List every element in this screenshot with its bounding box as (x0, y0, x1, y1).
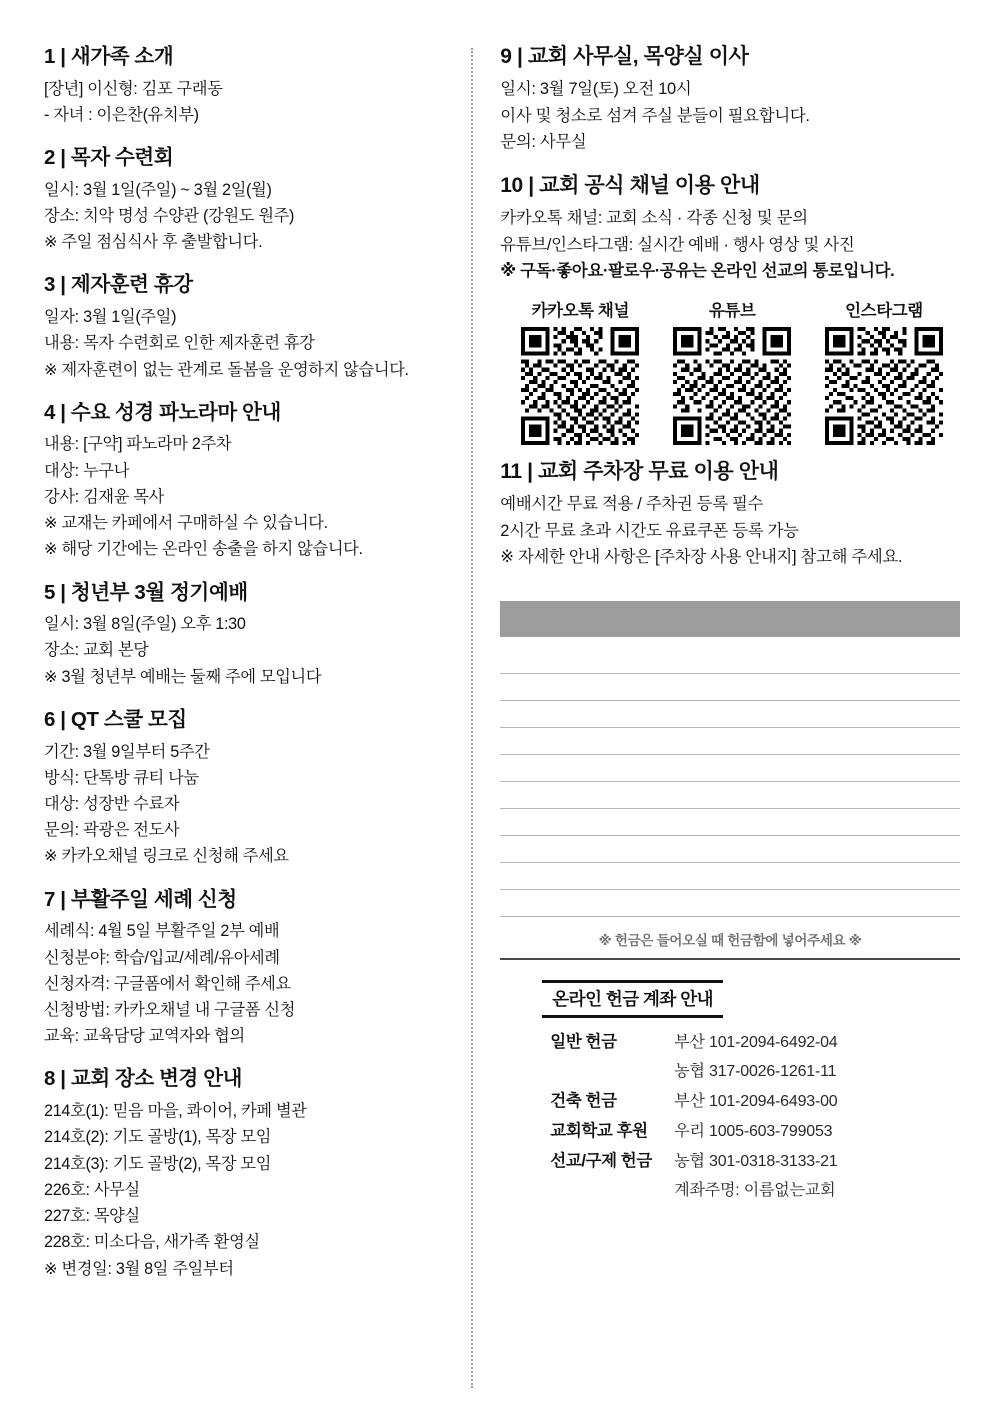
announcement-section (44, 400, 453, 563)
announcement-section (44, 580, 453, 690)
qr-code-item[interactable] (662, 297, 802, 445)
account-value: 부산 101-2094-6492-04 (674, 1033, 838, 1051)
account-value: 농협 301-0318-3133-21 (674, 1152, 838, 1170)
section-title: 1 | 새가족 소개 (44, 45, 174, 68)
section-line: 신청자격: 구글폼에서 확인해 주세요 (44, 974, 291, 993)
section-line: ※ 해당 기간에는 온라인 송출을 하지 않습니다. (44, 540, 363, 559)
qr-code-label: 인스타그램 (845, 301, 923, 320)
account-row (542, 1147, 960, 1171)
announcement-section (44, 272, 453, 382)
left-column (44, 44, 471, 1398)
account-value: 부산 101-2094-6493-00 (674, 1092, 838, 1110)
announcement-section (500, 459, 960, 571)
section-line: ※ 주일 점심식사 후 출발합니다. (44, 233, 263, 252)
section-line: - 자녀 : 이은찬(유치부) (44, 105, 199, 124)
qr-code-icon[interactable] (521, 327, 639, 445)
section-line: 예배시간 무료 적용 / 주차권 등록 필수 (500, 495, 764, 514)
section-title: 2 | 목자 수련회 (44, 146, 174, 170)
announcement-section (44, 44, 453, 128)
account-label: 교회학교 후원 (550, 1121, 648, 1140)
qr-code-icon[interactable] (673, 327, 791, 445)
section-line: 장소: 교회 본당 (44, 641, 149, 660)
section-line: 내용: [구약] 파노라마 2주차 (44, 435, 232, 454)
section-line: 교육: 교육담당 교역자와 협의 (44, 1027, 245, 1046)
qr-code-item[interactable] (814, 297, 954, 445)
section-title: 3 | 제자훈련 휴강 (44, 273, 193, 297)
section-line: 세례식: 4월 5일 부활주일 2부 예배 (44, 922, 280, 941)
section-line: 문의: 곽광은 전도사 (44, 821, 180, 840)
section-line: 기간: 3월 9일부터 5주간 (44, 742, 210, 761)
section-line: 장소: 치악 명성 수양관 (강원도 원주) (44, 206, 295, 225)
account-holder-row (542, 1177, 960, 1200)
section-line: 신청분야: 학습/입교/세례/유아세례 (44, 948, 280, 967)
qr-code-row (500, 297, 960, 445)
online-offering-accounts (500, 980, 960, 1200)
section-title: 11 | 교회 주차장 무료 이용 안내 (500, 459, 779, 483)
account-label: 선교/구제 헌금 (550, 1151, 652, 1170)
account-row (542, 1028, 960, 1052)
right-column (474, 44, 960, 1398)
account-holder-value: 계좌주명: 이름없는교회 (674, 1181, 836, 1199)
account-label: 건축 헌금 (550, 1091, 617, 1110)
section-line: 226호: 사무실 (44, 1180, 140, 1199)
section-title: 6 | QT 스쿨 모집 (44, 707, 187, 731)
qr-code-label: 카카오톡 채널 (531, 301, 629, 320)
section-line: 214호(1): 믿음 마을, 콰이어, 카페 별관 (44, 1102, 307, 1121)
section-line: ※ 자세한 안내 사항은 [주차장 사용 안내지] 참고해 주세요. (500, 548, 903, 567)
section-line: ※ 구독·좋아요·팔로우·공유는 온라인 선교의 통로입니다. (500, 262, 895, 281)
announcement-section (44, 707, 453, 870)
section-line: 227호: 목양실 (44, 1207, 140, 1226)
section-line: 방식: 단톡방 큐티 나눔 (44, 768, 199, 787)
announcement-section (500, 44, 960, 156)
account-row (542, 1117, 960, 1141)
section-line: 214호(3): 기도 골방(2), 목장 모임 (44, 1154, 272, 1173)
section-title: 4 | 수요 성경 파노라마 안내 (44, 400, 281, 424)
section-line: 강사: 김재윤 목사 (44, 487, 164, 506)
qr-code-item[interactable] (510, 297, 650, 445)
accounts-title: 온라인 헌금 계좌 안내 (542, 980, 723, 1018)
memo-ruled-lines (500, 647, 960, 917)
section-title: 9 | 교회 사무실, 목양실 이사 (500, 45, 749, 68)
section-line: 신청방법: 카카오채널 내 구글폼 신청 (44, 1001, 296, 1019)
section-line: ※ 교재는 카페에서 구매하실 수 있습니다. (44, 514, 328, 533)
section-line: 문의: 사무실 (500, 133, 587, 152)
section-line: 일자: 3월 1일(주일) (44, 308, 177, 327)
section-title: 7 | 부활주일 세례 신청 (44, 887, 237, 911)
account-row (542, 1058, 960, 1081)
section-line: 214호(2): 기도 골방(1), 목장 모임 (44, 1128, 272, 1147)
announcement-section (44, 145, 453, 255)
section-line: ※ 제자훈련이 없는 관계로 돌봄을 운영하지 않습니다. (44, 360, 409, 379)
announcement-section (44, 887, 453, 1050)
memo-header-bar (500, 601, 960, 637)
memo-area (500, 601, 960, 960)
section-line: ※ 카카오채널 링크로 신청해 주세요 (44, 847, 289, 866)
announcement-section (44, 1066, 453, 1281)
account-value: 농협 317-0026-1261-11 (674, 1062, 837, 1080)
section-title: 10 | 교회 공식 채널 이용 안내 (500, 173, 760, 197)
section-line: 유튜브/인스타그램: 실시간 예배 · 행사 영상 및 사진 (500, 235, 855, 254)
section-line: 2시간 무료 초과 시간도 유료쿠폰 등록 가능 (500, 521, 799, 540)
section-line: 대상: 성장반 수료자 (44, 794, 180, 813)
section-line: ※ 변경일: 3월 8일 주일부터 (44, 1259, 234, 1278)
section-title: 5 | 청년부 3월 정기예배 (44, 580, 248, 604)
account-row (542, 1087, 960, 1111)
qr-code-icon[interactable] (825, 327, 943, 445)
section-line: 내용: 목자 수련회로 인한 제자훈련 휴강 (44, 334, 315, 353)
section-line: 일시: 3월 8일(주일) 오후 1:30 (44, 615, 246, 634)
section-line: 일시: 3월 7일(토) 오전 10시 (500, 80, 692, 99)
account-label: 일반 헌금 (550, 1032, 617, 1051)
section-line: 카카오톡 채널: 교회 소식 · 각종 신청 및 문의 (500, 209, 808, 228)
qr-code-label: 유튜브 (708, 301, 756, 320)
announcement-section (500, 173, 960, 445)
account-value: 우리 1005-603-799053 (674, 1122, 833, 1140)
section-line: 이사 및 청소로 섬겨 주실 분들이 필요합니다. (500, 106, 810, 125)
section-line: 일시: 3월 1일(주일) ~ 3월 2일(월) (44, 180, 272, 199)
section-line: ※ 3월 청년부 예배는 둘째 주에 모입니다 (44, 667, 322, 686)
section-line: 228호: 미소다음, 새가족 환영실 (44, 1233, 260, 1252)
offering-note: ※ 헌금은 들어오실 때 헌금함에 넣어주세요 ※ (500, 929, 960, 960)
section-title: 8 | 교회 장소 변경 안내 (44, 1067, 243, 1091)
section-line: 대상: 누구나 (44, 461, 130, 480)
section-line: [장년] 이신형: 김포 구래동 (44, 79, 223, 98)
